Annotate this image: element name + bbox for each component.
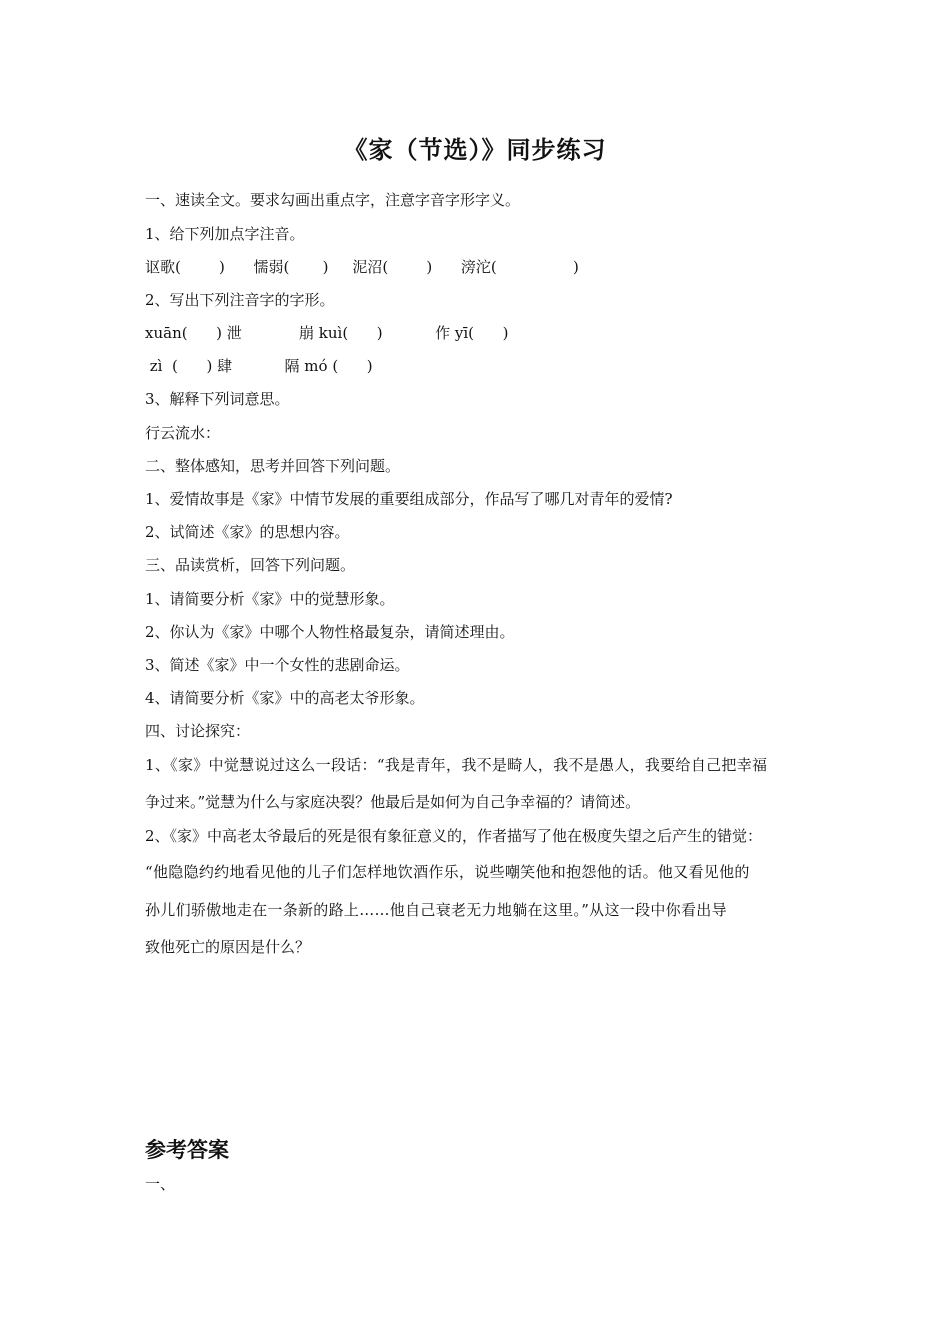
char-blanks-row-1: xuān( ) 泄 崩 kuì( ) 作 yī( ) xyxy=(145,324,509,342)
question-3-4: 4、请简要分析《家》中的高老太爷形象。 xyxy=(145,689,425,707)
question-4-2-line-4: 致他死亡的原因是什么？ xyxy=(145,938,311,956)
section-2-heading: 二、整体感知，思考并回答下列问题。 xyxy=(145,457,401,475)
question-4-2-line-1: 2、《家》中高老太爷最后的死是很有象征意义的，作者描写了他在极度失望之后产生的错觉： xyxy=(145,827,763,845)
question-2-1: 1、爱情故事是《家》中情节发展的重要组成部分，作品写了哪几对青年的爱情? xyxy=(145,490,673,508)
question-2-2: 2、试简述《家》的思想内容。 xyxy=(145,523,350,541)
section-3-heading: 三、品读赏析，回答下列问题。 xyxy=(145,556,356,574)
question-4-1-line-1: 1、《家》中觉慧说过这么一段话：“我是青年，我不是畸人，我不是愚人，我要给自己把幸福 xyxy=(145,756,768,774)
question-4-2-line-2: “他隐隐约约地看见他的儿子们怎样地饮酒作乐，说些嘲笑他和抱怨他的话。他又看见他的 xyxy=(145,863,750,881)
question-3-1: 1、请简要分析《家》中的觉慧形象。 xyxy=(145,590,395,608)
question-1-1: 1、给下列加点字注音。 xyxy=(145,225,305,243)
question-3-3: 3、简述《家》中一个女性的悲剧命运。 xyxy=(145,656,410,674)
section-4-heading: 四、讨论探究： xyxy=(145,722,251,740)
question-1-3: 3、解释下列词意思。 xyxy=(145,390,290,408)
pinyin-blanks-row: 讴歌( ) 懦弱( ) 泥沼( ) 滂沱( ) xyxy=(145,258,579,276)
question-3-2: 2、你认为《家》中哪个人物性格最复杂，请简述理由。 xyxy=(145,623,515,641)
answer-first-item: 一、 xyxy=(145,1175,176,1193)
question-4-2-line-3: 孙儿们骄傲地走在一条新的路上……他自己衰老无力地躺在这里。”从这一段中你看出导 xyxy=(145,901,727,919)
answer-heading: 参考答案 xyxy=(145,1138,229,1162)
char-blanks-row-2: zì ( ) 肆 隔 mó ( ) xyxy=(145,357,373,375)
idiom-line: 行云流水： xyxy=(145,424,221,442)
question-4-1-line-2: 争过来。”觉慧为什么与家庭决裂？他最后是如何为自己争幸福的？请简述。 xyxy=(145,793,641,811)
section-1-heading: 一、速读全文。要求勾画出重点字，注意字音字形字义。 xyxy=(145,191,521,209)
question-1-2: 2、写出下列注音字的字形。 xyxy=(145,291,335,309)
page-title: 《家（节选）》同步练习 xyxy=(343,136,607,164)
